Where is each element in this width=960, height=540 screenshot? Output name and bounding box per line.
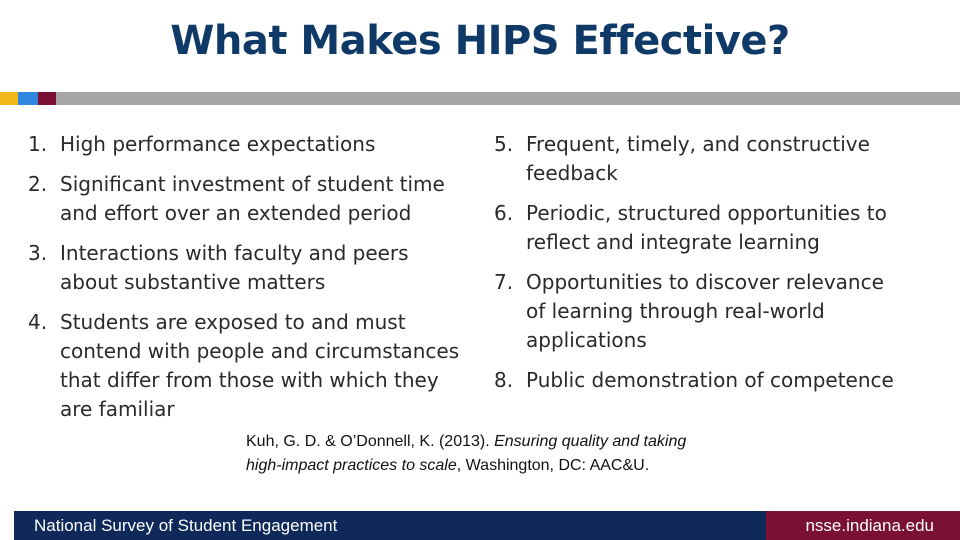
- item-text: Periodic, structured opportunities to reflect and integrate learning: [526, 201, 887, 254]
- item-number: 6.: [494, 201, 514, 225]
- item-text: High performance expectations: [60, 132, 376, 156]
- list-item: [494, 366, 930, 395]
- accent-segment-yellow: [0, 92, 18, 105]
- item-number: 1.: [28, 132, 48, 156]
- item-number: 7.: [494, 270, 514, 294]
- citation: [246, 430, 806, 478]
- item-number: 3.: [28, 241, 48, 265]
- accent-bar: [0, 92, 960, 105]
- slide-title: What Makes HIPS Effective?: [170, 18, 790, 64]
- list-item: [28, 130, 490, 159]
- list-item: [494, 199, 930, 257]
- citation-title-line2: high-impact practices to scale: [246, 457, 457, 474]
- list-item: [28, 308, 490, 424]
- right-list: [494, 130, 930, 406]
- item-text: Opportunities to discover relevance of learning through real-world applications: [526, 270, 884, 352]
- citation-authors: Kuh, G. D. & O’Donnell, K. (2013).: [246, 433, 495, 450]
- footer-navy-band: [14, 511, 766, 540]
- list-item: [28, 170, 490, 228]
- item-number: 8.: [494, 368, 514, 392]
- footer-left-bar: [0, 511, 766, 540]
- item-text: Students are exposed to and must contend with people and circumstances that differ from those with which they are familiar: [60, 310, 460, 421]
- item-number: 2.: [28, 172, 48, 196]
- item-text: Public demonstration of competence: [526, 368, 894, 392]
- citation-title-line1: Ensuring quality and taking: [494, 433, 687, 450]
- footer-organization: National Survey of Student Engagement: [34, 516, 338, 535]
- accent-segment-maroon: [38, 92, 56, 105]
- accent-segment-gray: [56, 92, 960, 105]
- item-text: Significant investment of student time and effort over an extended period: [60, 172, 445, 225]
- accent-segment-blue: [18, 92, 38, 105]
- citation-publisher: , Washington, DC: AAC&U.: [456, 457, 650, 474]
- left-list: [28, 130, 490, 435]
- item-number: 5.: [494, 132, 514, 156]
- list-item: [494, 268, 930, 355]
- list-item: [28, 239, 490, 297]
- item-text: Interactions with faculty and peers about substantive matters: [60, 241, 409, 294]
- item-number: 4.: [28, 310, 48, 334]
- footer-right-bar: [766, 511, 960, 540]
- list-item: [494, 130, 930, 188]
- footer-website-link[interactable]: nsse.indiana.edu: [805, 516, 934, 535]
- item-text: Frequent, timely, and constructive feedback: [526, 132, 870, 185]
